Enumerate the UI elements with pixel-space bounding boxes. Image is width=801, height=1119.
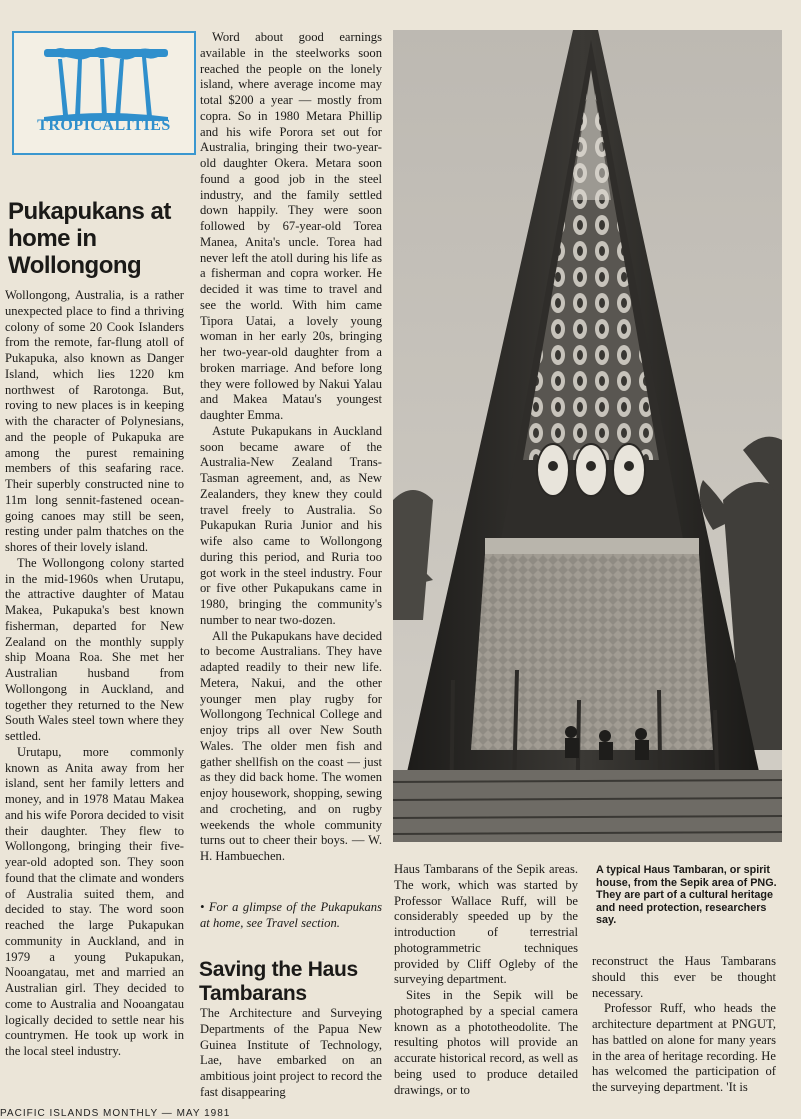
photo-caption: A typical Haus Tambaran, or spirit house, from the Sepik area of PNG. They are part of a cultural heritage and need protection, researchers say. [596, 864, 777, 926]
paragraph: reconstruct the Haus Tambarans should this ever be thought necessary. [592, 954, 776, 1000]
paragraph: Word about good earnings available in the steelworks soon reached the people on the lonely island, where average income may total $200 a year — mostly from copra. So in 1980 Metara Phillip and his wife Porora set out for Australia, bringing their two-year-old daughter Okera. Metara soon found a good job in the steel industry, and the family settled down happily. They were soon followed by 67-year-old Torea Manea, Anita's uncle. Torea had never left the atoll during his life as a fisherman and copra worker. He decided it was time to travel and see the world. With him came Tipora Uatai, a lovely young woman in her early 20s, bringing her two-year-old daughter from a broken marriage. And before long they were followed by Nakui Yalau and Makea Matau's youngest daughter Emma. [200, 30, 382, 422]
palm-trees-icon [44, 43, 168, 121]
paragraph: Wollongong, Australia, is a rather unexpected place to find a thriving colony of some 20 Cook Islanders from the remote, far-flung atoll of Pukapuka, also known as Danger Island, which lies 1220 km northwest of Rarotonga. But, roving to new places is in keeping with the character of Polynesians, and the people of Pukapuka are among the purest remaining members of this seafaring race. Their superbly constructed nine to 11m long sennit-fastened ocean-going canoes may still be seen, resting under palm thatches on the shores of their lovely island. [5, 288, 184, 554]
article-column-2 [200, 30, 382, 865]
paragraph: The Wollongong colony started in the mid-1960s when Urutapu, the attractive daughter of Matau Makea, Pukapuka's best known fisherman, departed for New Zealand on the monthly supply ship Moana Roa. She met her Australian husband from Wollongong in Auckland, and together they returned to the New South Wales steel town where they settled. [5, 555, 184, 743]
cross-reference-note: • For a glimpse of the Pukapukans at home, see Travel section. [200, 900, 382, 930]
paragraph: The Architecture and Surveying Departments of the Papua New Guinea Institute of Technology, Lae, have embarked on an ambitious joint project to record the fast disappearing [200, 1006, 382, 1099]
paragraph: Professor Ruff, who heads the architecture department at PNGUT, has battled on alone for many years in the area of heritage recording. He has welcomed the participation of the surveying department. 'It is [592, 1001, 776, 1094]
article2-headline: Saving the Haus Tambarans [199, 958, 358, 1005]
article2-column-2 [200, 1006, 382, 1101]
paragraph: Astute Pukapukans in Auckland soon became aware of the Australia-New Zealand Trans-Tasman agreement, and, as New Zealanders, they knew they could travel freely to Australia. So Pukapukan Ruria Junior and his wife also came to Wollongong during this period, and Ruria too got work in the steel industry. Four or five other Pukapukans came in 1980, bringing the community's number to near two-dozen. [200, 423, 382, 627]
paragraph: Haus Tambarans of the Sepik areas. The work, which was started by Professor Wallace Ruff, will be considerably speeded up by the introduction of terrestrial photogrammetric techniques provided by Cliff Ogleby of the surveying department. [394, 862, 578, 987]
article2-column-3 [394, 862, 578, 1098]
haus-tambaran-photo [393, 30, 782, 842]
page-footer: PACIFIC ISLANDS MONTHLY — MAY 1981 [0, 1108, 231, 1119]
article-column-1 [5, 288, 184, 1060]
paragraph: Urutapu, more commonly known as Anita away from her island, sent her family letters and money, and in 1978 Matau Makea and his wife Porora decided to visit their daughter. They flew to Wollongong, bringing their five-year-old adopted son. They soon found that the climate and wonders of Australia suited them, and decided to stay. The word soon reached the large Pukapukan community in Auckland, and in 1979 a young Pukapukan, Nooangatau, met and married an Australian girl. They decided to come to Australia and Nooangatau logically decided to settle near his countrymen. He took up work in the local steel industry. [5, 744, 184, 1058]
article-headline: Pukapukans at home in Wollongong [8, 198, 171, 279]
article-column-2-lower [200, 900, 382, 932]
section-logo [12, 31, 196, 155]
section-title: TROPICALITIES [37, 117, 171, 134]
article2-column-4 [592, 954, 776, 1096]
paragraph: All the Pukapukans have decided to become Australians. They have adapted readily to their new life. Metera, Nakui, and the other younger men play rugby for Wollongong Technical College and enjoy trips all over New South Wales. The older men fish and gather shellfish on the coast — just as they did back home. The women enjoy housework, shopping, sewing and crocheting, and on rugby weekends the whole community turns out to cheer their boys. — W. H. Hambuechen. [200, 628, 382, 863]
paragraph: Sites in the Sepik will be photographed by a special camera known as a phototheodolite. The resulting photos will provide an accurate historical record, as well as being used to produce detailed drawings, or to [394, 988, 578, 1097]
